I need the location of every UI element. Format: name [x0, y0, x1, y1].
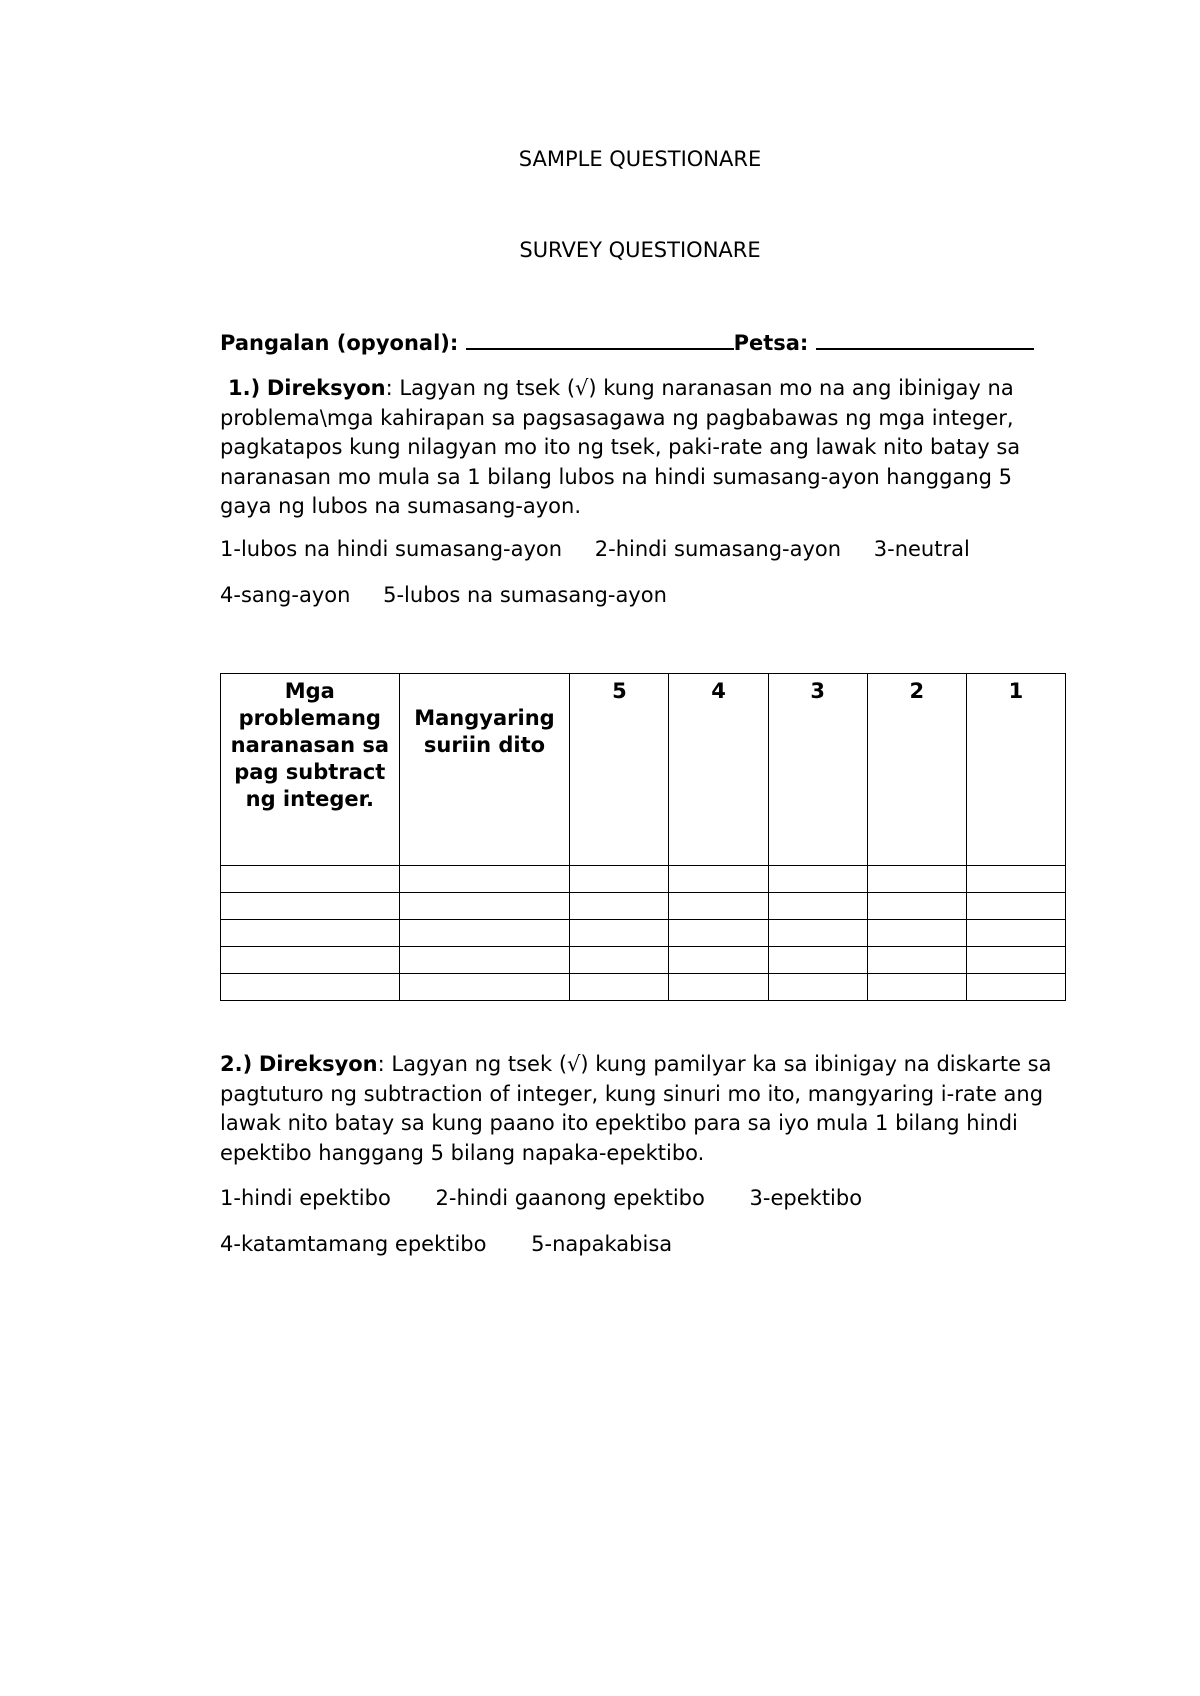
- table-cell[interactable]: [966, 920, 1065, 947]
- name-blank[interactable]: [466, 330, 734, 350]
- table-cell[interactable]: [768, 866, 867, 893]
- scale1-item: 3-neutral: [873, 537, 970, 561]
- table-cell[interactable]: [570, 947, 669, 974]
- table-cell[interactable]: [669, 866, 768, 893]
- header-rating-3: 3: [768, 674, 867, 866]
- table-cell[interactable]: [768, 893, 867, 920]
- table-cell[interactable]: [867, 866, 966, 893]
- scale1-item: 2-hindi sumasang-ayon: [594, 537, 842, 561]
- question1-direction: [220, 374, 1070, 522]
- scale1-item: 5-lubos na sumasang-ayon: [383, 583, 667, 607]
- rating-table: [220, 673, 1066, 1001]
- table-cell[interactable]: [399, 974, 570, 1001]
- scale2-item: 1-hindi epektibo: [220, 1186, 391, 1210]
- table-cell[interactable]: [867, 893, 966, 920]
- table-cell[interactable]: [669, 920, 768, 947]
- table-cell[interactable]: [867, 974, 966, 1001]
- table-cell[interactable]: [768, 920, 867, 947]
- question2-number: 2.): [220, 1052, 253, 1076]
- table-cell[interactable]: [867, 947, 966, 974]
- question2-direction: [220, 1050, 1070, 1168]
- table-cell[interactable]: [669, 947, 768, 974]
- scale2-item: 3-epektibo: [749, 1186, 863, 1210]
- date-blank[interactable]: [816, 330, 1034, 350]
- table-cell[interactable]: [221, 947, 400, 974]
- date-label: Petsa:: [733, 331, 809, 355]
- table-row: [221, 974, 1066, 1001]
- table-row: [221, 893, 1066, 920]
- question1-text: : Lagyan ng tsek (√) kung naranasan mo na ang ibinigay na problema\mga kahirapan sa pagsasagawa ng pagbabawas ng mga integer, pagkatapos kung nilagyan mo ito ng tsek, paki-rate ang lawak nito batay sa naranasan mo mula sa 1 bilang lubos na hindi sumasang-ayon hanggang 5 gaya ng lubos na sumasang-ayon.: [220, 376, 1021, 518]
- header-problems: Mga problemang naranasan sa pag subtract ng integer.: [221, 674, 400, 866]
- name-label: Pangalan (opyonal):: [220, 331, 459, 355]
- table-header-row: [221, 674, 1066, 866]
- scale2-item: 4-katamtamang epektibo: [220, 1232, 487, 1256]
- table-cell[interactable]: [966, 866, 1065, 893]
- scale2-item: 5-napakabisa: [531, 1232, 673, 1256]
- table-cell[interactable]: [221, 920, 400, 947]
- table-row: [221, 947, 1066, 974]
- question1-number: 1.): [228, 376, 261, 400]
- survey-title: SURVEY QUESTIONARE: [519, 238, 761, 262]
- scale2-item: 2-hindi gaanong epektibo: [435, 1186, 705, 1210]
- table-cell[interactable]: [221, 866, 400, 893]
- table-cell[interactable]: [399, 947, 570, 974]
- table-cell[interactable]: [867, 920, 966, 947]
- table-cell[interactable]: [570, 974, 669, 1001]
- question1-scale-line2: [220, 583, 693, 607]
- header-check-label: Mangyaring suriin dito: [414, 706, 555, 757]
- table-cell[interactable]: [221, 974, 400, 1001]
- table-row: [221, 920, 1066, 947]
- table-cell[interactable]: [399, 866, 570, 893]
- header-check: [399, 674, 570, 866]
- header-rating-4: 4: [669, 674, 768, 866]
- question2-scale-line2: [220, 1232, 710, 1256]
- table-cell[interactable]: [669, 974, 768, 1001]
- header-rating-5: 5: [570, 674, 669, 866]
- scale1-item: 1-lubos na hindi sumasang-ayon: [220, 537, 563, 561]
- question2-scale-line1: [220, 1186, 900, 1210]
- question1-scale-line1: [220, 537, 996, 561]
- question2-text: : Lagyan ng tsek (√) kung pamilyar ka sa ibinigay na diskarte sa pagtuturo ng subtraction of integer, kung sinuri mo ito, mangyaring i-rate ang lawak nito batay sa kung paano ito epektibo para sa iyo mula 1 bilang hindi epektibo hanggang 5 bilang napaka-epektibo.: [220, 1052, 1052, 1165]
- question1-heading: Direksyon: [266, 376, 386, 400]
- header-rating-1: 1: [966, 674, 1065, 866]
- scale1-item: 4-sang-ayon: [220, 583, 351, 607]
- question2-heading: Direksyon: [258, 1052, 378, 1076]
- document-title: SAMPLE QUESTIONARE: [518, 147, 762, 171]
- table-cell[interactable]: [570, 893, 669, 920]
- table-cell[interactable]: [221, 893, 400, 920]
- table-cell[interactable]: [966, 974, 1065, 1001]
- table-cell[interactable]: [768, 974, 867, 1001]
- table-cell[interactable]: [399, 920, 570, 947]
- table-row: [221, 866, 1066, 893]
- table-cell[interactable]: [570, 866, 669, 893]
- table-cell[interactable]: [768, 947, 867, 974]
- header-rating-2: 2: [867, 674, 966, 866]
- name-date-line: [220, 330, 1034, 355]
- table-cell[interactable]: [399, 893, 570, 920]
- table-cell[interactable]: [966, 947, 1065, 974]
- table-cell[interactable]: [966, 893, 1065, 920]
- table-cell[interactable]: [669, 893, 768, 920]
- table-cell[interactable]: [570, 920, 669, 947]
